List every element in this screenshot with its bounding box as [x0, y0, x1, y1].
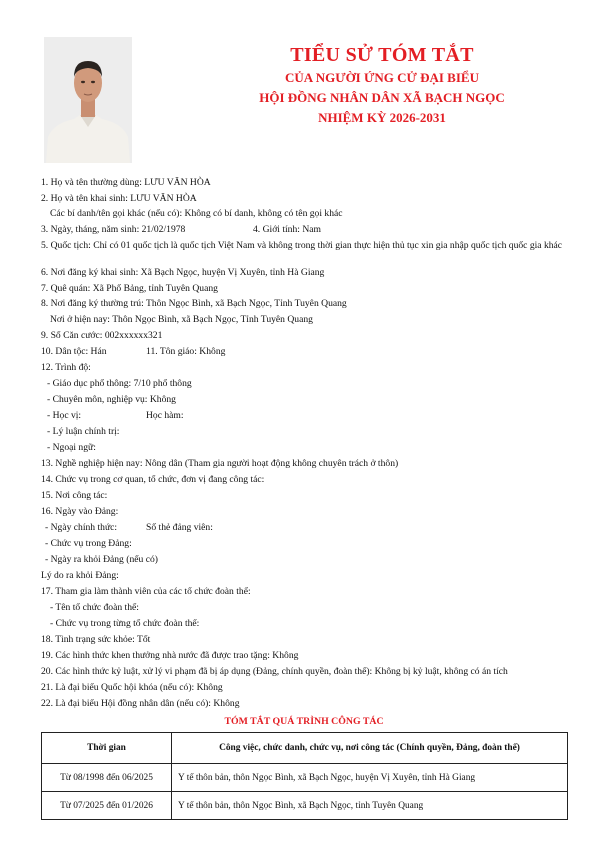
item-health: 18. Tình trạng sức khỏe: Tốt — [41, 634, 151, 645]
item-professional-skill: - Chuyên môn, nghiệp vụ: Không — [47, 394, 176, 405]
candidate-portrait-photo — [44, 37, 132, 163]
item-permanent-residence: 8. Nơi đăng ký thường trú: Thôn Ngọc Bình, xã Bạch Ngọc, Tỉnh Tuyên Quang — [41, 298, 347, 309]
item-organizations: 17. Tham gia làm thành viên của các tổ chức đoàn thể: — [41, 586, 251, 597]
item-current-residence: Nơi ở hiện nay: Thôn Ngọc Bình, xã Bạch Ngọc, Tỉnh Tuyên Quang — [50, 314, 313, 325]
item-political-theory: - Lý luận chính trị: — [47, 426, 120, 437]
item-party-card-number: Số thẻ đảng viên: — [146, 522, 213, 533]
item-birth-registration: 6. Nơi đăng ký khai sinh: Xã Bạch Ngọc, huyện Vị Xuyên, tỉnh Hà Giang — [41, 267, 325, 278]
item-degree: - Học vị: — [47, 410, 82, 421]
work-history-table — [41, 732, 568, 820]
table-cell-job: Y tế thôn bản, thôn Ngọc Bình, xã Bạch Ngọc, huyện Vị Xuyên, tỉnh Hà Giang — [172, 764, 568, 792]
item-organization-position: - Chức vụ trong từng tổ chức đoàn thể: — [50, 618, 200, 629]
item-birth-name: 2. Họ và tên khai sinh: LƯU VĂN HÒA — [41, 193, 197, 204]
item-awards: 19. Các hình thức khen thưởng nhà nước đã được trao tặng: Không — [41, 650, 299, 661]
item-peoples-council: 22. Là đại biểu Hội đồng nhân dân (nếu có): Không — [41, 698, 240, 709]
table-cell-job: Y tế thôn bản, thôn Ngọc Bình, xã Bạch Ngọc, tỉnh Tuyên Quang — [172, 792, 568, 820]
item-id-number: 9. Số Căn cước: 002xxxxxx321 — [41, 330, 163, 341]
item-gender: 4. Giới tính: Nam — [253, 224, 321, 235]
document-subtitle-3: NHIỆM KỲ 2026-2031 — [318, 110, 446, 125]
item-education-heading: 12. Trình độ: — [41, 362, 91, 373]
portrait-image — [44, 37, 132, 163]
table-row — [42, 792, 568, 820]
item-organization-name: - Tên tổ chức đoàn thể: — [50, 602, 139, 613]
item-party-position: - Chức vụ trong Đảng: — [45, 538, 132, 549]
item-religion: 11. Tôn giáo: Không — [146, 346, 226, 357]
item-date-of-birth: 3. Ngày, tháng, năm sinh: 21/02/1978 — [41, 224, 186, 235]
column-header-job: Công việc, chức danh, chức vụ, nơi công tác (Chính quyền, Đảng, đoàn thể) — [172, 733, 568, 764]
item-nationality: 5. Quốc tịch: Chỉ có 01 quốc tịch là quốc tịch Việt Nam và không trong thời gian thực hiện thủ tục xin gia nhập quốc tịch quốc gia khác — [41, 240, 563, 251]
table-row — [42, 764, 568, 792]
document-subtitle-1: CỦA NGƯỜI ỨNG CỬ ĐẠI BIỂU — [285, 70, 479, 85]
item-foreign-language: - Ngoại ngữ: — [47, 442, 96, 453]
document-title: TIỂU SỬ TÓM TẮT — [290, 44, 474, 66]
column-header-time: Thời gian — [42, 733, 172, 764]
document-subtitle-2: HỘI ĐỒNG NHÂN DÂN XÃ BẠCH NGỌC — [259, 90, 505, 105]
table-cell-time: Từ 07/2025 đến 01/2026 — [42, 792, 172, 820]
work-history-title: TÓM TẮT QUÁ TRÌNH CÔNG TÁC — [224, 716, 384, 727]
item-discipline: 20. Các hình thức kỷ luật, xử lý vi phạm đã bị áp dụng (Đảng, chính quyền, đoàn thể): Không bị kỷ luật, không có án tích — [41, 666, 508, 677]
item-workplace: 15. Nơi công tác: — [41, 490, 108, 501]
item-position: 14. Chức vụ trong cơ quan, tổ chức, đơn vị đang công tác: — [41, 474, 265, 485]
table-cell-time: Từ 08/1998 đến 06/2025 — [42, 764, 172, 792]
item-party-leave-date: - Ngày ra khỏi Đảng (nếu có) — [45, 554, 158, 565]
item-academic-title: Học hàm: — [146, 410, 184, 421]
item-ethnicity: 10. Dân tộc: Hán — [41, 346, 107, 357]
item-aliases: Các bí danh/tên gọi khác (nếu có): Không có bí danh, không có tên gọi khác — [50, 208, 343, 219]
item-party-leave-reason: Lý do ra khỏi Đảng: — [41, 570, 119, 581]
item-party-join-date: 16. Ngày vào Đảng: — [41, 506, 119, 517]
table-header-row — [42, 733, 568, 764]
item-hometown: 7. Quê quán: Xã Phố Bảng, tỉnh Tuyên Quang — [41, 283, 218, 294]
item-common-name: 1. Họ và tên thường dùng: LƯU VĂN HÒA — [41, 177, 211, 188]
item-general-education: - Giáo dục phổ thông: 7/10 phổ thông — [47, 378, 192, 389]
item-national-assembly: 21. Là đại biểu Quốc hội khóa (nếu có): Không — [41, 682, 223, 693]
item-occupation: 13. Nghề nghiệp hiện nay: Nông dân (Tham gia người hoạt động không chuyên trách ở thôn) — [41, 458, 399, 469]
item-party-official-date: - Ngày chính thức: — [45, 522, 118, 533]
